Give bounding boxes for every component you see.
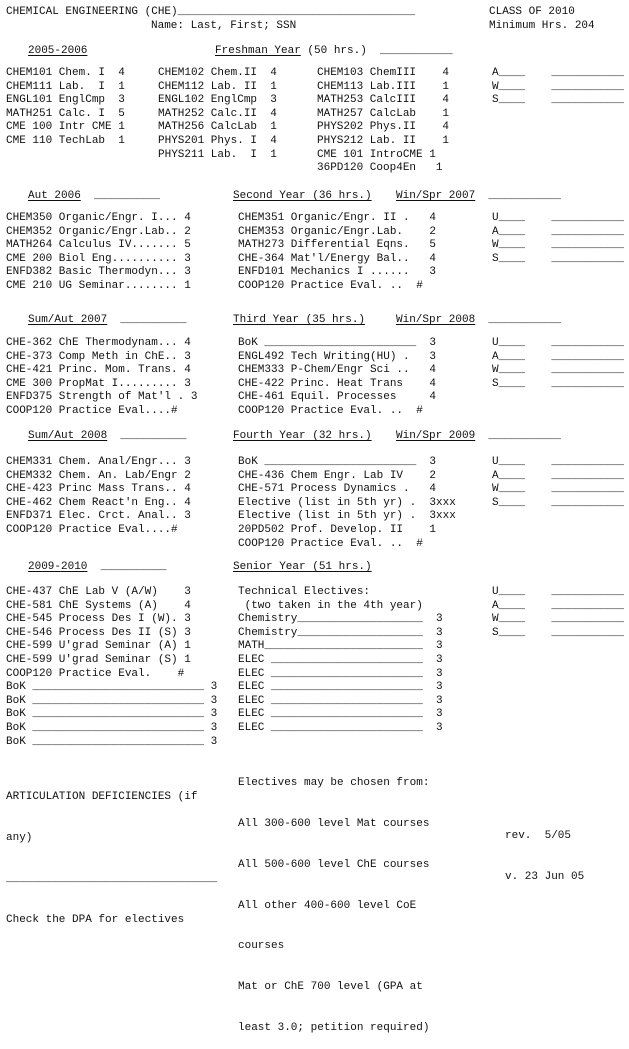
section-term-right	[396, 190, 561, 204]
articulation-block	[6, 764, 217, 941]
status-line: A____ ___________	[492, 225, 625, 238]
name-line: Name: Last, First; SSN	[151, 20, 297, 32]
section-term-left	[28, 45, 101, 59]
text-run	[87, 45, 100, 57]
course-line: CHE-581 ChE Systems (A) 4	[6, 599, 191, 612]
course-line: BoK _______________________ 3	[238, 456, 437, 468]
course-line: Elective (list in 5th yr) . 3xxx	[238, 496, 456, 509]
course-line: CHE-436 Chem Engr. Lab IV 2	[238, 469, 437, 482]
course-line: COOP120 Practice Eval....#	[6, 523, 178, 536]
course-line: CHE-362 ChE Thermodynam... 4	[6, 337, 191, 349]
section-term-left	[28, 190, 160, 204]
term-fill-in-blank: ___________	[488, 430, 562, 442]
text-run	[475, 190, 488, 202]
course-column	[238, 212, 436, 294]
course-line: CME 101 IntroCME 1	[317, 148, 436, 161]
status-line: W____ ___________	[492, 364, 625, 377]
course-line: ENGL101 EnglCmp 3	[6, 94, 125, 107]
course-line: ELEC _______________________ 3	[238, 681, 443, 694]
course-line: CHE-462 Chem React'n Eng.. 4	[6, 496, 191, 509]
course-line: CHEM112 Lab. II 1	[158, 80, 277, 93]
section-title	[233, 561, 372, 575]
course-line: CHE-571 Process Dynamics . 4	[238, 483, 437, 496]
course-line: CHE-373 Comp Meth in ChE.. 3	[6, 350, 191, 363]
course-line: CME 200 Biol Eng.......... 3	[6, 252, 191, 265]
course-line: Chemistry___________________ 3	[238, 613, 443, 626]
year-title: Freshman Year	[215, 45, 301, 57]
term-fill-in-blank: __________	[120, 314, 187, 326]
course-line: ELEC _______________________ 3	[238, 721, 443, 734]
course-line: ENFD371 Elec. Crct. Anal.. 3	[6, 510, 191, 523]
course-line: BoK _______________________ 3	[238, 337, 437, 349]
course-line: ENFD375 Strength of Mat'l . 3	[6, 391, 198, 404]
course-line: PHYS212 Lab. II 1	[317, 134, 450, 147]
course-line: MATH252 Calc.II 4	[158, 107, 277, 120]
course-line: CHEM353 Organic/Engr.Lab. 2	[238, 225, 437, 238]
class-of-label: CLASS OF 2010	[489, 6, 575, 18]
section-term-left	[28, 430, 186, 444]
course-line: 36PD120 Coop4En 1	[317, 162, 443, 175]
course-line: MATH253 CalcIII 4	[317, 94, 450, 107]
year-hours: (50 hrs.)	[300, 45, 367, 57]
section-title	[215, 45, 453, 59]
course-line: CHE-423 Princ Mass Trans.. 4	[6, 483, 191, 496]
status-line: W____ ___________	[492, 483, 625, 496]
course-line: CHEM350 Organic/Engr. I... 4	[6, 212, 191, 224]
course-column	[238, 337, 436, 419]
status-block	[492, 67, 624, 108]
course-line: Elective (list in 5th yr) . 3xxx	[238, 510, 456, 523]
course-line: CHEM332 Chem. An. Lab/Engr 2	[6, 469, 191, 482]
course-line: CHE-461 Equil. Processes 4	[238, 391, 437, 404]
status-line: W____ ___________	[492, 80, 625, 93]
status-line: S____ ___________	[492, 626, 625, 639]
revision-line: rev. 5/05	[505, 830, 572, 843]
text-run	[475, 430, 488, 442]
course-line: CME 300 PropMat I......... 3	[6, 377, 191, 390]
course-line: CHEM333 P-Chem/Engr Sci .. 4	[238, 364, 437, 377]
term-label: 2009-2010	[28, 561, 88, 573]
course-line: CHEM351 Organic/Engr. II . 4	[238, 212, 437, 224]
status-block	[492, 337, 624, 391]
term-label: Aut 2006	[28, 190, 81, 202]
section-term-left	[28, 561, 167, 575]
course-line: CHEM101 Chem. I 4	[6, 67, 125, 79]
minimum-hours: Minimum Hrs. 204	[489, 20, 595, 32]
course-line: BoK __________________________ 3	[6, 721, 218, 734]
status-line: S____ ___________	[492, 252, 625, 265]
status-line: A____ ___________	[492, 67, 625, 79]
course-column	[6, 212, 191, 294]
articulation-heading-line: any)	[6, 831, 33, 844]
course-column	[6, 586, 217, 749]
course-line: CHE-364 Mat'l/Energy Bal.. 4	[238, 252, 437, 265]
course-column	[238, 456, 456, 551]
electives-note-line: Mat or ChE 700 level (GPA at	[238, 981, 423, 994]
course-column	[317, 67, 449, 176]
text-run	[367, 45, 380, 57]
course-line: ELEC _______________________ 3	[238, 653, 443, 666]
status-line: W____ ___________	[492, 239, 625, 252]
course-line: CME 210 UG Seminar........ 1	[6, 279, 191, 292]
course-line: CHE-437 ChE Lab V (A/W) 3	[6, 586, 191, 598]
status-line: W____ ___________	[492, 613, 625, 626]
status-line: S____ ___________	[492, 94, 625, 107]
articulation-rule: ________________________________	[6, 872, 218, 885]
term-label: Win/Spr 2008	[396, 314, 476, 326]
course-line: MATH256 CalcLab 1	[158, 121, 277, 134]
status-line: S____ ___________	[492, 377, 625, 390]
text-run	[107, 314, 120, 326]
title-fill-in-blank: ____________________________________	[177, 6, 416, 18]
course-line: MATH________________________ 3	[238, 640, 443, 653]
year-title: Second Year (36 hrs.)	[233, 190, 372, 202]
course-line: ELEC _______________________ 3	[238, 667, 443, 680]
term-label: Sum/Aut 2008	[28, 430, 108, 442]
course-line: CHEM111 Lab. I 1	[6, 80, 125, 93]
course-line: PHYS201 Phys. I 4	[158, 134, 277, 147]
course-line: CME 100 Intr CME 1	[6, 121, 125, 134]
title-fill-in-blank: ___________	[380, 45, 453, 57]
course-line: CHE-545 Process Des I (W). 3	[6, 613, 191, 626]
articulation-footer: Check the DPA for electives	[6, 913, 185, 926]
course-line: CME 110 TechLab 1	[6, 134, 125, 147]
document-title: CHEMICAL ENGINEERING (CHE)	[6, 6, 178, 18]
electives-note-line: Electives may be chosen from:	[238, 777, 430, 790]
text-run	[81, 190, 94, 202]
revision-block	[505, 803, 584, 898]
course-line: BoK __________________________ 3	[6, 681, 218, 694]
text-run	[475, 314, 488, 326]
document-title-line	[6, 6, 415, 20]
section-term-left	[28, 314, 186, 328]
course-line: BoK __________________________ 3	[6, 735, 218, 748]
course-line: Chemistry___________________ 3	[238, 626, 443, 639]
status-line: A____ ___________	[492, 350, 625, 363]
status-line: A____ ___________	[492, 599, 625, 612]
term-fill-in-blank: ___________	[488, 190, 562, 202]
course-line: ELEC _______________________ 3	[238, 708, 443, 721]
term-label: Win/Spr 2009	[396, 430, 476, 442]
course-line: MATH257 CalcLab 1	[317, 107, 450, 120]
course-line: COOP120 Practice Eval....#	[6, 404, 178, 417]
term-fill-in-blank: __________	[100, 561, 167, 573]
electives-note-line: All other 400-600 level CoE	[238, 899, 417, 912]
course-line: MATH264 Calculus IV....... 5	[6, 239, 191, 252]
status-line: U____ ___________	[492, 212, 625, 224]
section-title	[233, 430, 372, 444]
course-line: CHE-599 U'grad Seminar (S) 1	[6, 653, 191, 666]
status-block	[492, 586, 624, 640]
electives-note-line: All 300-600 level Mat courses	[238, 817, 430, 830]
course-line: Technical Electives:	[238, 586, 371, 598]
status-block	[492, 456, 624, 510]
course-line: ENGL102 EnglCmp 3	[158, 94, 277, 107]
electives-note-line: courses	[238, 940, 285, 953]
course-column	[6, 67, 125, 149]
section-term-right	[396, 314, 561, 328]
course-line: CHEM113 Lab.III 1	[317, 80, 450, 93]
course-column	[6, 337, 197, 419]
course-line: ENGL492 Tech Writing(HU) . 3	[238, 350, 437, 363]
course-line: ENFD101 Mechanics I ...... 3	[238, 266, 437, 279]
course-line: CHE-599 U'grad Seminar (A) 1	[6, 640, 191, 653]
course-line: CHE-421 Princ. Mom. Trans. 4	[6, 364, 191, 377]
course-line: COOP120 Practice Eval. #	[6, 667, 185, 680]
course-column	[238, 586, 443, 736]
course-line: 20PD502 Prof. Develop. II 1	[238, 523, 437, 536]
term-fill-in-blank: __________	[120, 430, 187, 442]
course-line: PHYS211 Lab. I 1	[158, 148, 277, 161]
course-line: COOP120 Practice Eval. .. #	[238, 279, 423, 292]
status-block	[492, 212, 624, 266]
text-run	[87, 561, 100, 573]
year-title: Senior Year (51 hrs.)	[233, 561, 372, 573]
course-line: COOP120 Practice Eval. .. #	[238, 404, 423, 417]
course-line: (two taken in the 4th year)	[238, 599, 423, 612]
year-title: Fourth Year (32 hrs.)	[233, 430, 372, 442]
electives-note	[238, 750, 429, 1049]
status-line: U____ ___________	[492, 456, 625, 468]
section-title	[233, 190, 372, 204]
course-line: CHEM102 Chem.II 4	[158, 67, 277, 79]
course-line: BoK __________________________ 3	[6, 708, 218, 721]
course-line: MATH251 Calc. I 5	[6, 107, 125, 120]
electives-note-line: least 3.0; petition required)	[238, 1021, 430, 1034]
status-line: U____ ___________	[492, 337, 625, 349]
status-line: S____ ___________	[492, 496, 625, 509]
course-line: MATH273 Differential Eqns. 5	[238, 239, 437, 252]
course-column	[158, 67, 277, 162]
term-fill-in-blank: __________	[94, 190, 161, 202]
section-title	[233, 314, 365, 328]
term-fill-in-blank: ___________	[488, 314, 562, 326]
course-line: ELEC _______________________ 3	[238, 694, 443, 707]
course-line: CHEM352 Organic/Engr.Lab.. 2	[6, 225, 191, 238]
course-line: CHEM331 Chem. Anal/Engr... 3	[6, 456, 191, 468]
course-line: COOP120 Practice Eval. .. #	[238, 537, 423, 550]
status-line: U____ ___________	[492, 586, 625, 598]
articulation-heading-line: ARTICULATION DEFICIENCIES (if	[6, 791, 198, 804]
term-label: Win/Spr 2007	[396, 190, 476, 202]
course-line: ENFD382 Basic Thermodyn... 3	[6, 266, 191, 279]
year-title: Third Year (35 hrs.)	[233, 314, 366, 326]
term-label: Sum/Aut 2007	[28, 314, 108, 326]
course-line: CHE-546 Process Des II (S) 3	[6, 626, 191, 639]
course-column	[6, 456, 191, 538]
revision-line: v. 23 Jun 05	[505, 870, 585, 883]
course-line: CHE-422 Princ. Heat Trans 4	[238, 377, 437, 390]
electives-note-line: All 500-600 level ChE courses	[238, 858, 430, 871]
term-label: 2005-2006	[28, 45, 88, 57]
section-term-right	[396, 430, 561, 444]
course-line: PHYS202 Phys.II 4	[317, 121, 450, 134]
text-run	[107, 430, 120, 442]
status-line: A____ ___________	[492, 469, 625, 482]
course-line: CHEM103 ChemIII 4	[317, 67, 450, 79]
course-line: BoK __________________________ 3	[6, 694, 218, 707]
